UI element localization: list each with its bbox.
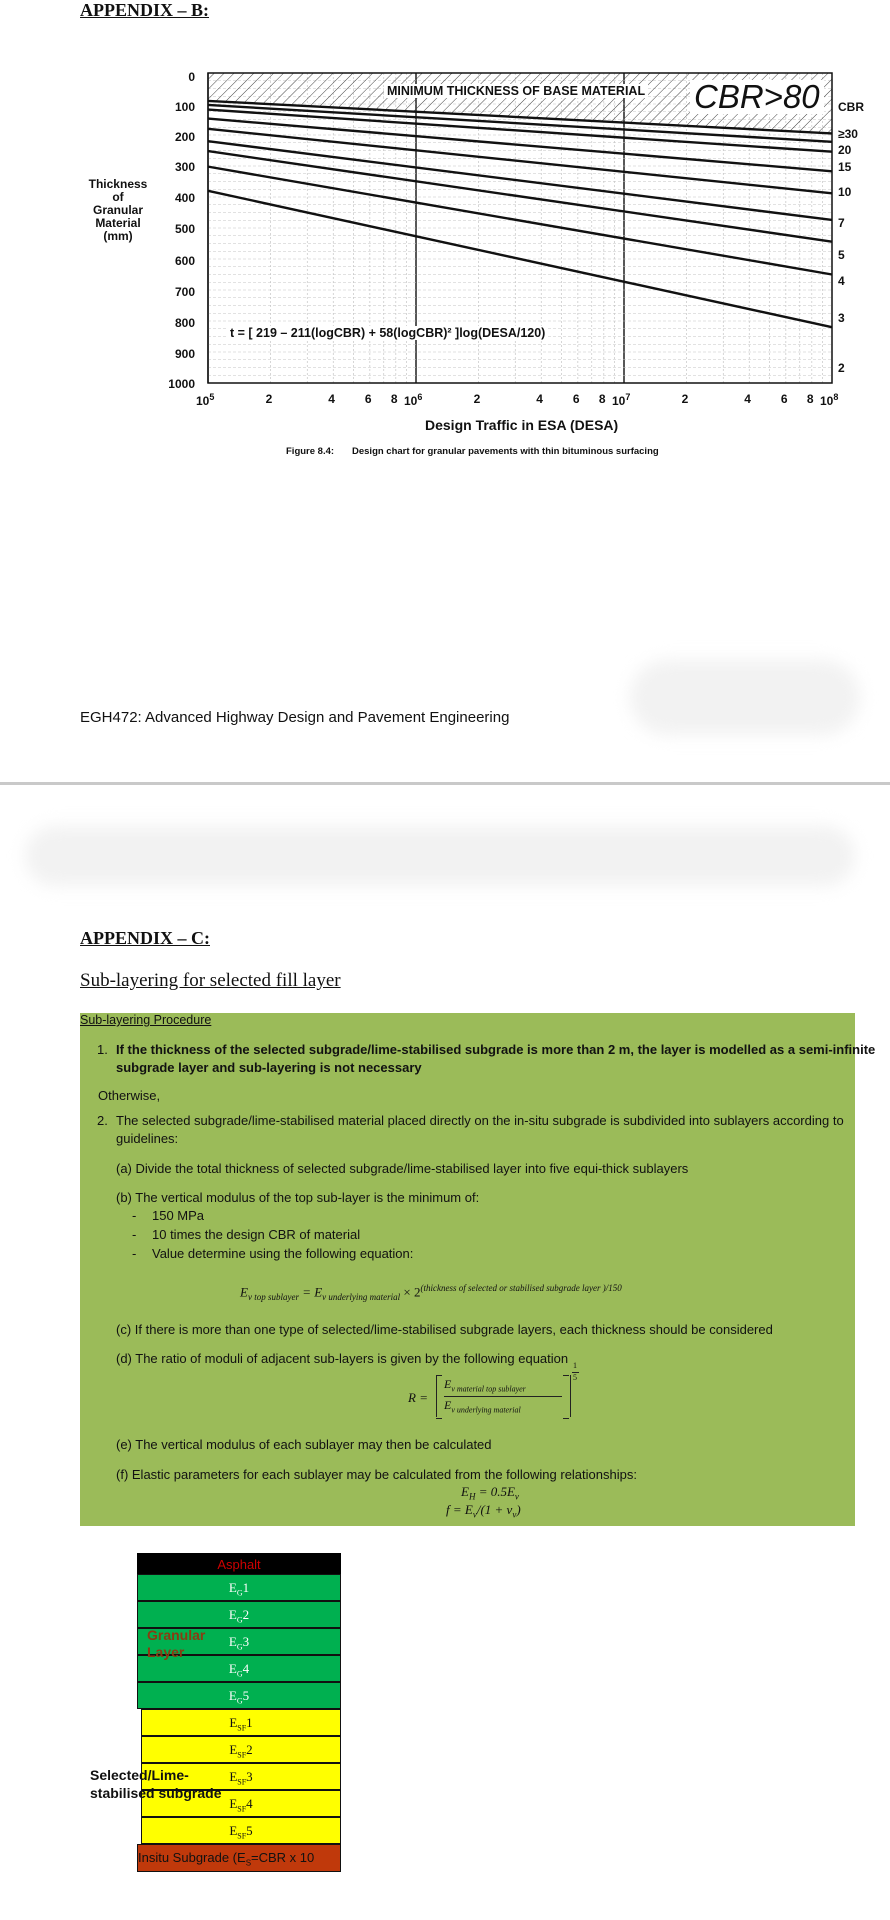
asphalt-label: Asphalt — [217, 1557, 261, 1572]
layer-sub: SF — [237, 1750, 247, 1760]
x-tick-label: 8 — [806, 392, 814, 406]
cbr-series-line-5 — [208, 141, 832, 220]
item-number: 2. — [97, 1113, 108, 1128]
y-tick: 0 — [188, 70, 195, 84]
eq-bracket-left — [436, 1375, 442, 1419]
eq-subscript: v — [512, 1509, 517, 1520]
fraction-bar — [444, 1396, 562, 1397]
chart-title: MINIMUM THICKNESS OF BASE MATERIAL — [384, 84, 648, 98]
layer-n: 1 — [242, 1580, 250, 1595]
x-tick-label: 2 — [473, 392, 481, 406]
eq-exp-numerator: 1 — [573, 1361, 577, 1370]
appendix-b-heading: APPENDIX – B: — [80, 0, 209, 20]
eq-term: = E — [302, 1284, 323, 1300]
eq-term: ) — [516, 1502, 521, 1517]
cbr-label: 5 — [838, 248, 845, 262]
layer-e: E — [229, 1769, 238, 1784]
layer-sub: G — [236, 1615, 243, 1625]
layer-sub: G — [236, 1588, 243, 1598]
y-tick: 300 — [174, 160, 195, 174]
x-tick-exponent: 8 — [833, 392, 839, 402]
granular-label-line: Granular — [147, 1627, 206, 1643]
eq-subscript: v top sublayer — [247, 1291, 299, 1302]
bullet-dash: - — [132, 1246, 137, 1261]
cbr-label: 10 — [838, 185, 852, 199]
x-tick-label: 6 — [364, 392, 372, 406]
item-number: 1. — [97, 1042, 108, 1057]
layer-n: 4 — [242, 1661, 250, 1676]
y-label-line: Granular — [92, 203, 143, 217]
page-appendix-b — [0, 0, 890, 780]
x-tick-label: 8 — [390, 392, 398, 406]
y-tick: 700 — [174, 285, 195, 299]
cbr-label: 3 — [838, 311, 845, 325]
selected-label-line: Selected/Lime- — [90, 1767, 189, 1783]
granular-layer-label — [147, 1627, 205, 1661]
redaction-blur — [25, 826, 855, 886]
eq-term: f = E — [446, 1502, 473, 1517]
x-tick-label: $10^8$ — [820, 392, 839, 408]
otherwise-text: Otherwise, — [98, 1088, 161, 1103]
y-tick: 400 — [174, 191, 195, 205]
eq-term: E — [444, 1398, 452, 1412]
y-label-line: Material — [95, 216, 141, 230]
eq-eh — [461, 1484, 519, 1502]
appendix-c-subheading: Sub-layering for selected fill layer — [80, 970, 341, 991]
eq-subscript: H — [468, 1491, 476, 1502]
layer-e: E — [229, 1742, 238, 1757]
selected-sublayer — [141, 1709, 341, 1736]
granular-sublayer — [137, 1574, 341, 1601]
eq-term: = 0.5E — [475, 1484, 515, 1499]
layer-n: 3 — [242, 1634, 250, 1649]
item1-line2: subgrade layer and sub-layering is not necessary — [116, 1060, 422, 1075]
step-b: (b) The vertical modulus of the top sub-layer is the minimum of: — [116, 1190, 480, 1205]
cbr-label: 15 — [838, 160, 852, 174]
eq-term: /(1 + ν — [476, 1502, 513, 1517]
item2-line1: The selected subgrade/lime-stabilised material placed directly on the in-situ subgrade is subdivided into sublayers according to — [116, 1113, 844, 1128]
step-d: (d) The ratio of moduli of adjacent sub-layers is given by the following equation — [116, 1351, 569, 1366]
bullet-equation: Value determine using the following equation: — [152, 1246, 414, 1261]
figure-caption-text: Design chart for granular pavements with thin bituminous surfacing — [352, 446, 659, 457]
eq-f — [446, 1502, 521, 1520]
cbr-label: 2 — [838, 361, 845, 375]
insitu-subgrade-layer — [137, 1844, 341, 1872]
selected-layer-label — [90, 1766, 221, 1802]
eq-subscript: v — [472, 1509, 477, 1520]
layer-sub: SF — [237, 1723, 247, 1733]
eq-subscript: v underlying material — [322, 1291, 401, 1302]
bullet-dash: - — [132, 1227, 137, 1242]
eq-subscript: v underlying material — [451, 1405, 521, 1415]
layer-e: E — [229, 1823, 238, 1838]
layer-e: E — [228, 1661, 237, 1676]
x-tick-label: $10^5$ — [196, 392, 215, 408]
y-label-line: (mm) — [103, 229, 133, 243]
granular-sublayer — [137, 1682, 341, 1709]
layer-n: 2 — [242, 1607, 250, 1622]
selected-sublayer — [141, 1817, 341, 1844]
x-tick-label: $10^6$ — [404, 392, 423, 408]
insitu-label: Insitu Subgrade (E — [138, 1850, 246, 1865]
page-divider — [0, 782, 890, 785]
layer-e: E — [228, 1580, 237, 1595]
eq-exponent: (thickness of selected or stabilised subgrade layer )/150 — [420, 1283, 622, 1293]
cbr-label: ≥30 — [838, 127, 858, 141]
cbr-overlay-label: CBR>80 — [690, 80, 824, 114]
eq-ratio-numerator — [444, 1377, 526, 1393]
step-c: (c) If there is more than one type of selected/lime-stabilised subgrade layers, each thickness should be considered — [116, 1322, 773, 1337]
y-tick: 900 — [174, 347, 195, 361]
layer-n: 4 — [246, 1796, 253, 1811]
insitu-label-end: =CBR x 10 — [251, 1850, 315, 1865]
figure-caption-label: Figure 8.4: — [286, 446, 335, 457]
x-tick-exponent: 5 — [209, 392, 215, 402]
cbr-label: 7 — [838, 216, 845, 230]
bullet-10-times-cbr: 10 times the design CBR of material — [152, 1227, 361, 1242]
y-tick: 500 — [174, 222, 195, 236]
page-footer: EGH472: Advanced Highway Design and Pavement Engineering — [80, 709, 510, 726]
redaction-blur — [630, 660, 860, 735]
x-tick-label: 2 — [265, 392, 273, 406]
insitu-sub: S — [245, 1858, 252, 1868]
eq-subscript: v material top sublayer — [451, 1384, 526, 1394]
granular-sublayer — [137, 1601, 341, 1628]
x-tick-label: 4 — [744, 392, 751, 406]
y-tick: 100 — [174, 100, 195, 114]
procedure-box — [80, 1013, 876, 1526]
x-tick-exponent: 7 — [625, 392, 631, 402]
layer-n: 2 — [246, 1742, 253, 1757]
eq-exp-denominator: 5 — [573, 1373, 577, 1382]
x-tick-label: 2 — [681, 392, 689, 406]
layer-sub: G — [236, 1696, 243, 1706]
step-e: (e) The vertical modulus of each sublayer may then be calculated — [116, 1437, 492, 1452]
y-label-line: of — [112, 190, 124, 204]
cbr-label: 20 — [838, 143, 852, 157]
x-tick-label: 4 — [328, 392, 335, 406]
x-tick-label: 6 — [780, 392, 788, 406]
selected-sublayer — [141, 1736, 341, 1763]
layer-sub: SF — [237, 1831, 247, 1841]
layer-e: E — [228, 1634, 237, 1649]
layer-e: E — [228, 1688, 237, 1703]
x-tick-label: 4 — [536, 392, 543, 406]
selected-label-line: stabilised subgrade — [90, 1785, 222, 1801]
x-tick-label: 6 — [572, 392, 580, 406]
layer-n: 3 — [246, 1769, 253, 1784]
eq-term: × 2 — [403, 1284, 421, 1300]
layer-n: 5 — [242, 1688, 250, 1703]
x-axis-label: Design Traffic in ESA (DESA) — [425, 417, 619, 433]
bullet-150mpa: 150 MPa — [152, 1208, 205, 1223]
layer-n: 5 — [246, 1823, 253, 1838]
y-label-line: Thickness — [88, 177, 148, 191]
cbr-header: CBR — [838, 100, 864, 114]
y-tick: 800 — [174, 316, 195, 330]
x-tick-label: 8 — [598, 392, 606, 406]
x-tick-label: $10^7$ — [612, 392, 631, 408]
eq-subscript: v — [514, 1491, 519, 1502]
design-chart — [0, 0, 890, 460]
x-tick-exponent: 6 — [417, 392, 423, 402]
granular-label-line: Layer — [147, 1644, 185, 1660]
appendix-c-heading: APPENDIX – C: — [80, 928, 210, 948]
y-tick: 1000 — [168, 377, 195, 391]
layer-sub: G — [236, 1669, 243, 1679]
layer-e: E — [229, 1715, 238, 1730]
y-tick: 600 — [174, 254, 195, 268]
layer-n: 1 — [246, 1715, 253, 1730]
eq-bracket-right — [563, 1375, 569, 1419]
layer-e: E — [228, 1607, 237, 1622]
eq-ratio-denominator — [444, 1398, 521, 1414]
eq-term: E — [240, 1284, 248, 1300]
eq-term: E — [461, 1484, 469, 1499]
cbr-label: 4 — [838, 274, 845, 288]
layer-sub: G — [236, 1642, 243, 1652]
equation-top-sublayer — [240, 1283, 622, 1302]
layer-sub: SF — [237, 1804, 247, 1814]
item2-line2: guidelines: — [116, 1131, 179, 1146]
procedure-title: Sub-layering Procedure — [80, 1013, 212, 1027]
bullet-dash: - — [132, 1208, 137, 1223]
asphalt-layer — [137, 1553, 341, 1574]
step-a: (a) Divide the total thickness of selected subgrade/lime-stabilised layer into five equi-thick sublayers — [116, 1161, 689, 1176]
eq-term: E — [444, 1377, 452, 1391]
y-tick: 200 — [174, 130, 195, 144]
eq-r-label: R = — [408, 1390, 428, 1405]
step-f: (f) Elastic parameters for each sublayer may be calculated from the following relationships: — [116, 1467, 637, 1482]
item1-line1: If the thickness of the selected subgrade/lime-stabilised subgrade is more than 2 m, the layer is modelled as a semi-infinite — [116, 1042, 876, 1057]
layer-sub: SF — [237, 1777, 247, 1787]
layer-e: E — [229, 1796, 238, 1811]
chart-equation: t = [ 219 – 211(logCBR) + 58(logCBR)² ]log(DESA/120) — [230, 326, 546, 340]
